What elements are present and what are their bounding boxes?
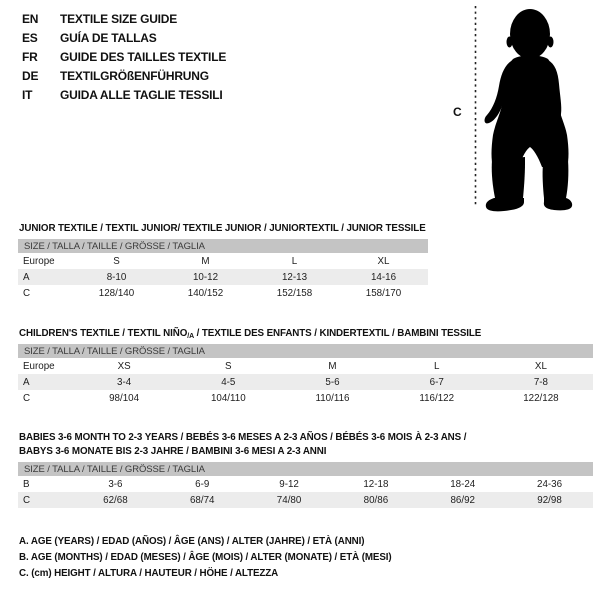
height-cell: 98/104 (109, 392, 140, 404)
junior-size-table (18, 239, 428, 301)
row-label: A (23, 271, 30, 283)
babies-title-line2: BABYS 3-6 MONATE BIS 2-3 JAHRE / BAMBINI 3-6 MESI A 2-3 ANNI (19, 446, 327, 458)
lang-title: GUIDA ALLE TAGLIE TESSILI (60, 87, 223, 102)
age-cell: 9-12 (279, 478, 299, 490)
height-cell: 104/110 (210, 392, 246, 404)
lang-code: IT (22, 87, 33, 102)
table-row (18, 253, 428, 269)
children-size-table (18, 344, 593, 406)
height-cell: 86/92 (450, 494, 475, 506)
lang-title: TEXTILGRÖßENFÜHRUNG (60, 68, 209, 83)
age-cell: 6-9 (195, 478, 210, 490)
height-cell: 122/128 (523, 392, 559, 404)
babies-size-table (18, 462, 593, 508)
children-title-subscript: /A (187, 333, 195, 341)
height-cell: 116/122 (419, 392, 455, 404)
figure-height-label: C (453, 105, 462, 119)
size-cell: S (225, 360, 232, 372)
lang-row-de (22, 66, 226, 85)
legend-footnotes (19, 534, 392, 582)
table-row (18, 285, 428, 301)
age-cell: 14-16 (370, 271, 397, 283)
size-cell: M (201, 255, 210, 267)
age-cell: 3-6 (108, 478, 123, 490)
lang-row-fr (22, 48, 226, 67)
children-title-main: CHILDREN'S TEXTILE / TEXTIL NIÑO (19, 328, 188, 340)
height-cell: 158/170 (365, 287, 402, 299)
age-cell: 12-18 (363, 478, 389, 490)
height-cell: 80/86 (363, 494, 389, 506)
children-table-title (19, 328, 481, 340)
age-cell: 18-24 (450, 478, 476, 490)
size-bar: SIZE / TALLA / TAILLE / GRÖSSE / TAGLIA (18, 239, 428, 253)
height-cell: 74/80 (276, 494, 302, 506)
lang-title: GUÍA DE TALLAS (60, 31, 157, 46)
age-cell: 12-13 (281, 271, 308, 283)
lang-title: GUIDE DES TAILLES TEXTILE (60, 49, 227, 64)
babies-title-line1: BABIES 3-6 MONTH TO 2-3 YEARS / BEBÉS 3-6 MESES A 2-3 AÑOS / BÉBÉS 3-6 MOIS À 2-3 ANS / (19, 432, 467, 444)
age-cell: 3-4 (117, 376, 132, 388)
language-header (22, 10, 226, 104)
lang-code: FR (22, 49, 38, 64)
height-cell: 62/68 (103, 494, 128, 506)
size-bar: SIZE / TALLA / TAILLE / GRÖSSE / TAGLIA (18, 344, 593, 358)
row-label: Europe (23, 360, 55, 372)
height-cell: 92/98 (537, 494, 562, 506)
footnote-a: A. AGE (YEARS) / EDAD (AÑOS) / ÂGE (ANS) / ALTER (JAHRE) / ETÀ (ANNI) (19, 536, 365, 547)
baby-silhouette-shape (485, 9, 573, 211)
height-cell: 152/158 (276, 287, 313, 299)
size-cell: L (291, 255, 298, 267)
table-row (18, 374, 593, 390)
age-cell: 6-7 (429, 376, 444, 388)
height-cell: 128/140 (98, 287, 135, 299)
lang-code: ES (22, 31, 38, 46)
lang-code: DE (22, 68, 39, 83)
age-cell: 4-5 (221, 376, 236, 388)
age-cell: 7-8 (533, 376, 548, 388)
table-row (18, 390, 593, 406)
footnote-b: B. AGE (MONTHS) / EDAD (MESES) / ÂGE (MOIS) / ALTER (MONATE) / ETÀ (MESI) (19, 552, 392, 563)
size-cell: XL (534, 360, 547, 372)
age-cell: 24-36 (537, 478, 563, 490)
age-cell: 10-12 (192, 271, 219, 283)
lang-title: TEXTILE SIZE GUIDE (60, 12, 178, 27)
lang-row-es (22, 29, 226, 48)
size-cell: M (328, 360, 337, 372)
table-row (18, 492, 593, 508)
table-row (18, 269, 428, 285)
size-cell: XS (117, 360, 131, 372)
baby-silhouette-icon (450, 0, 600, 215)
row-label: C (23, 392, 31, 404)
row-label: C (23, 287, 31, 299)
age-cell: 8-10 (106, 271, 127, 283)
height-cell: 140/152 (187, 287, 224, 299)
row-label: A (23, 376, 30, 388)
footnote-c: C. (cm) HEIGHT / ALTURA / HAUTEUR / HÖHE / ALTEZZA (19, 568, 279, 579)
row-label: B (23, 478, 30, 490)
babies-table-title (19, 431, 466, 459)
table-row (18, 476, 593, 492)
size-cell: XL (377, 255, 390, 267)
lang-row-en (22, 10, 226, 29)
size-bar: SIZE / TALLA / TAILLE / GRÖSSE / TAGLIA (18, 462, 593, 476)
height-cell: 110/116 (315, 392, 350, 404)
junior-table-title: JUNIOR TEXTILE / TEXTIL JUNIOR/ TEXTILE JUNIOR / JUNIORTEXTIL / JUNIOR TESSILE (19, 223, 426, 235)
children-title-rest: / TEXTILE DES ENFANTS / KINDERTEXTIL / BAMBINI TESSILE (194, 328, 482, 340)
lang-code: EN (22, 12, 39, 27)
row-label: Europe (23, 255, 55, 267)
size-cell: S (113, 255, 120, 267)
height-cell: 68/74 (189, 494, 215, 506)
age-cell: 5-6 (325, 376, 340, 388)
table-row (18, 358, 593, 374)
row-label: C (23, 494, 31, 506)
lang-row-it (22, 85, 226, 104)
size-cell: L (433, 360, 440, 372)
